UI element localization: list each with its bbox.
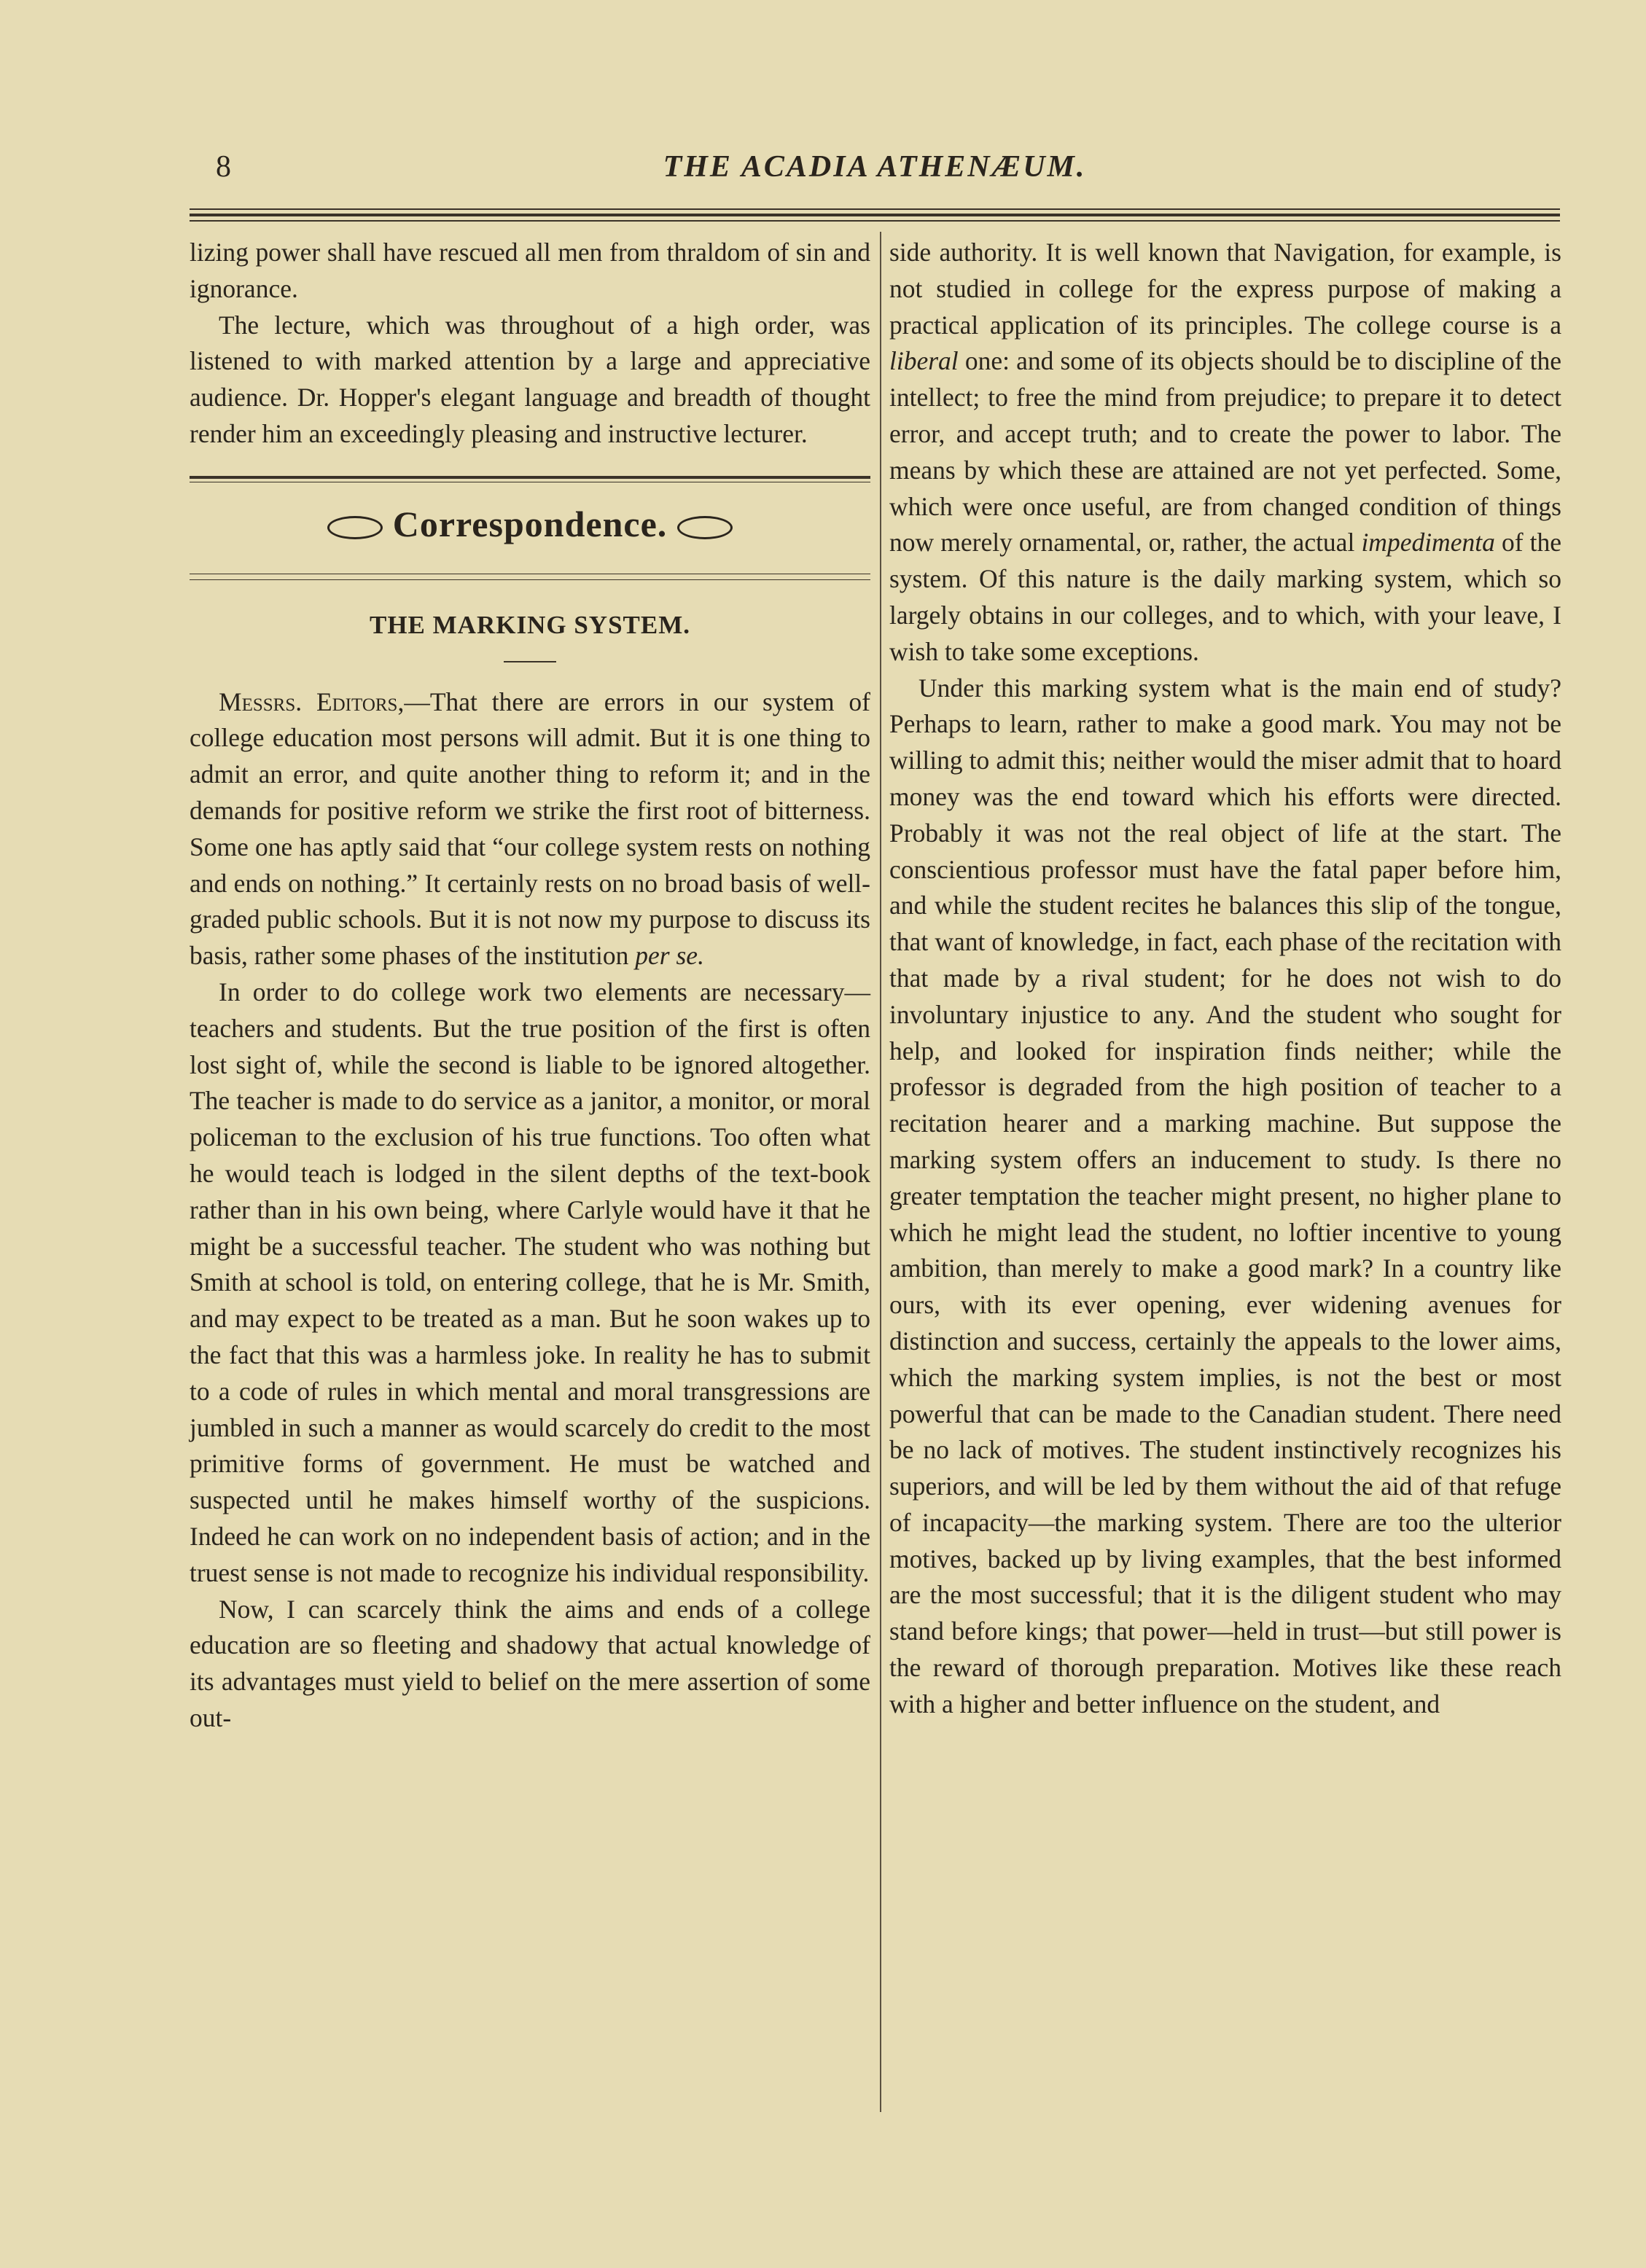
italic-text: liberal [889, 346, 959, 376]
page-header [190, 149, 1560, 193]
italic-text: per se. [635, 941, 704, 971]
section-rule [190, 482, 870, 483]
paragraph-text: side authority. It is well known that Navigation, for example, is not studied in college for the express purpose of making a practical application of its principles. The college course is a [889, 238, 1561, 340]
header-rule-bottom [190, 220, 1560, 222]
section-rule [190, 476, 870, 479]
column-divider [880, 232, 881, 2112]
salutation: Messrs. Editors, [219, 687, 405, 716]
paragraph: Now, I can scarcely think the aims and ends of a college education are so fleeting and shadowy that actual knowledge of its advantages must yield to belief on the mere assertion of some out- [190, 1594, 870, 1732]
paragraph-text: of the system. Of this nature is the daily marking system, which so largely obtains in our colleges, and to which, with your leave, I wish to take some exceptions. [889, 528, 1562, 666]
paragraph-text: one: and some of its objects should be to discipline of the intellect; to free the mind from prejudice; to prepare it to detect error, and accept truth; and to create the power to labor. The means by which these are attained are not yet perfected. Some, which were once useful, are from changed condition of things now merely ornamental, or, rather, the actual [889, 346, 1562, 558]
paragraph: In order to do college work two elements are necessary—teachers and students. But the true position of the first is often lost sight of, while the second is liable to be ignored altogether. The teacher is made to do service as a janitor, a monitor, or moral policeman to the exclusion of his true functions. Too often what he would teach is lodged in the silent depths of the text-book rather than in his own being, where Carlyle would have it that he might be a successful teacher. The student who was nothing but Smith at school is told, on entering college, that he is Mr. Smith, and may expect to be treated as a man. But he soon wakes up to the fact that this was a harmless joke. In reality he has to submit to a code of rules in which mental and moral transgressions are jumbled in such a manner as would scarcely do credit to the most primitive forms of government. He must be watched and suspected until he makes himself worthy of the suspicions. Indeed he can work on no independent basis of action; and in the truest sense is not made to recognize his individual responsibility. [190, 977, 870, 1587]
right-column [889, 235, 1561, 1723]
running-title: THE ACADIA ATHENÆUM. [663, 150, 1087, 184]
section-title-text: Correspondence. [392, 503, 668, 544]
paragraph: The lecture, which was throughout of a high order, was listened to with marked attention by a large and appreciative audience. Dr. Hopper's elegant language and breadth of thought render him an exceedingly pleasing and instructive lecturer. [190, 310, 870, 448]
paragraph-text: —That there are errors in our system of college education most persons will admit. But it is one thing to admit an error, and quite another thing to reform it; and in the demands for positive reform we strike the first root of bitterness. Some one has aptly said that “our college system rests on nothing and ends on nothing.” It certainly rests on no broad basis of well-graded public schools. But it is not now my purpose to discuss its basis, rather some phases of the institution [190, 687, 870, 971]
header-rule-top [190, 208, 1560, 210]
paragraph [190, 684, 870, 974]
section-heading-block [190, 470, 870, 594]
section-title [190, 503, 870, 544]
article-title: THE MARKING SYSTEM. [369, 610, 691, 639]
left-column [190, 235, 870, 1737]
paragraph: Under this marking system what is the main end of study? Perhaps to learn, rather to make a good mark. You may not be willing to admit this; neither would the miser admit that to hoard money was the end toward which his efforts were directed. Probably it was not the real object of life at the start. The conscientious professor must have the fatal paper before him, and while the student recites he balances this slip of the tongue, that want of knowledge, in fact, each phase of the recitation with that made by a rival student; for he does not wish to do involuntary injustice to any. And the student who sought for help, and looked for inspiration finds neither; while the professor is degraded from the high position of teacher to a recitation hearer and a marking machine. But suppose the marking system offers an inducement to study. Is there no greater temptation the teacher might present, no higher plane to which he might lead the student, no loftier incentive to young ambition, than merely to make a good mark? In a country like ours, with its ever opening, ever widening avenues for distinction and success, certainly the appeals to the lower aims, which the marking system implies, is not the best or most powerful that can be made to the Canadian student. There need be no lack of motives. The student instinctively recognizes his superiors, and will be led by them without the aid of that refuge of incapacity—the marking system. There are too the ulterior motives, backed up by living examples, that the best informed are the most successful; that it is the diligent student who may stand before kings; that power—held in trust—but still power is the reward of thorough preparation. Motives like these reach with a higher and better influence on the student, and [889, 673, 1561, 1718]
ornament-icon [677, 516, 733, 539]
paragraph: lizing power shall have rescued all men from thraldom of sin and ignorance. [190, 238, 870, 303]
title-divider [504, 661, 556, 662]
page-number: 8 [216, 150, 231, 184]
section-rule [190, 579, 870, 581]
italic-text: impedimenta [1361, 528, 1495, 558]
ornament-icon [327, 516, 383, 539]
paragraph [889, 235, 1561, 670]
section-rule [190, 574, 870, 575]
header-rule-thick [190, 214, 1560, 216]
